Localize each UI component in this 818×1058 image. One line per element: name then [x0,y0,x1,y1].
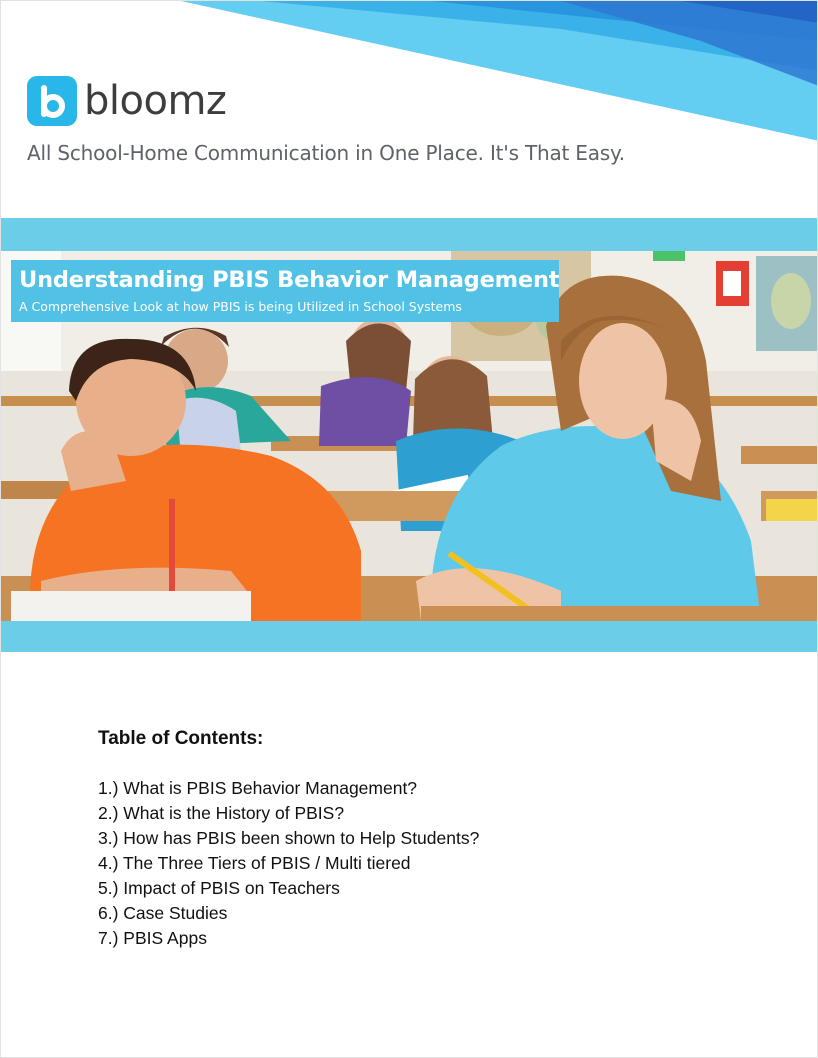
toc-item: 3.) How has PBIS been shown to Help Students? [98,828,480,848]
table-of-contents [98,727,658,951]
toc-item: 1.) What is PBIS Behavior Management? [98,778,418,798]
toc-item: 7.) PBIS Apps [98,928,207,948]
toc-heading: Table of Contents: [98,728,264,749]
toc-list [98,776,658,951]
bloomz-logo [27,76,226,126]
banner-subtitle: A Comprehensive Look at how PBIS is being Utilized in School Systems [19,299,462,314]
bloomz-logo-icon [27,76,77,126]
banner-title-box [11,260,559,322]
toc-item: 4.) The Three Tiers of PBIS / Multi tiered [98,853,411,873]
toc-item: 6.) Case Studies [98,903,228,923]
tagline: All School-Home Communication in One Place. It's That Easy. [27,141,625,165]
banner-title: Understanding PBIS Behavior Management [19,267,560,293]
toc-item: 5.) Impact of PBIS on Teachers [98,878,340,898]
toc-item: 2.) What is the History of PBIS? [98,803,345,823]
brand-name: bloomz [84,78,227,124]
